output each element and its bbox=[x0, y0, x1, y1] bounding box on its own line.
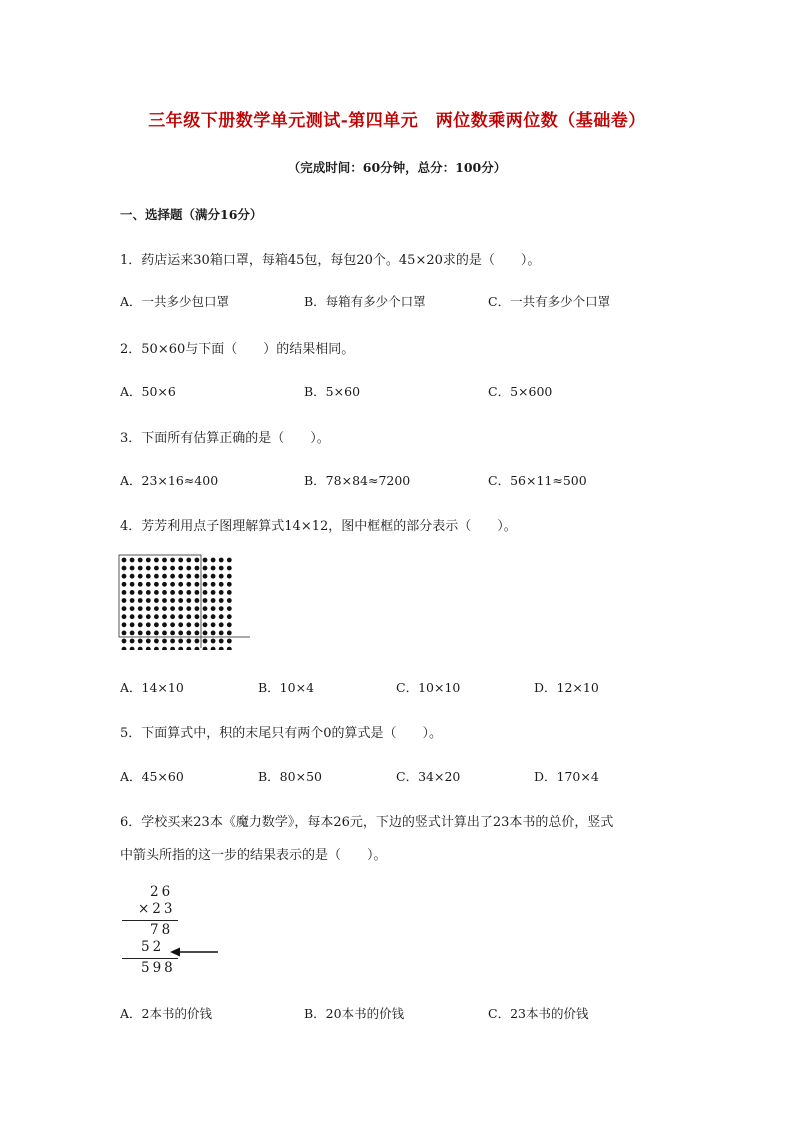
question-2-option-b[interactable]: B．5×60 bbox=[304, 384, 361, 399]
dot bbox=[227, 614, 232, 619]
dot bbox=[170, 639, 175, 644]
dot bbox=[203, 622, 208, 627]
dot bbox=[130, 590, 135, 595]
dot bbox=[138, 558, 143, 563]
dot bbox=[203, 647, 208, 650]
question-1-option-a[interactable]: A．一共多少包口罩 bbox=[120, 294, 230, 309]
dot bbox=[227, 590, 232, 595]
dot bbox=[162, 558, 167, 563]
dot bbox=[227, 582, 232, 587]
dot bbox=[178, 647, 183, 650]
dot bbox=[178, 606, 183, 611]
dot bbox=[186, 622, 191, 627]
dot bbox=[154, 566, 159, 571]
exam-info: （完成时间：60分钟，总分：100分） bbox=[287, 160, 507, 175]
dot bbox=[227, 606, 232, 611]
dot bbox=[186, 582, 191, 587]
vertical-multiplication bbox=[112, 884, 222, 976]
dot bbox=[186, 566, 191, 571]
dot bbox=[186, 631, 191, 636]
question-4-option-d[interactable]: D．12×10 bbox=[534, 680, 599, 695]
calc-line-1 bbox=[122, 920, 178, 921]
dot bbox=[211, 598, 216, 603]
dot bbox=[170, 606, 175, 611]
calc-line-2 bbox=[122, 958, 178, 959]
dot bbox=[211, 631, 216, 636]
dot bbox=[170, 647, 175, 650]
dot bbox=[211, 622, 216, 627]
dot bbox=[203, 606, 208, 611]
dot bbox=[138, 614, 143, 619]
dot bbox=[195, 606, 200, 611]
dot bbox=[227, 574, 232, 579]
dot bbox=[146, 558, 151, 563]
dot bbox=[154, 606, 159, 611]
dot bbox=[162, 574, 167, 579]
question-3-option-a[interactable]: A．23×16≈400 bbox=[120, 473, 219, 488]
question-5-option-b[interactable]: B．80×50 bbox=[258, 769, 322, 784]
dot bbox=[154, 622, 159, 627]
question-4-option-b[interactable]: B．10×4 bbox=[258, 680, 315, 695]
dot bbox=[203, 614, 208, 619]
dot bbox=[211, 647, 216, 650]
question-5-option-a[interactable]: A．45×60 bbox=[120, 769, 184, 784]
dot bbox=[195, 647, 200, 650]
dot bbox=[195, 639, 200, 644]
final-product: 598 bbox=[141, 960, 176, 976]
dot bbox=[130, 606, 135, 611]
dot bbox=[186, 614, 191, 619]
question-3-stem: 3．下面所有估算正确的是（ ）。 bbox=[120, 431, 330, 446]
dot bbox=[178, 590, 183, 595]
dot bbox=[122, 614, 127, 619]
question-6-stem-line-2: 中箭头所指的这一步的结果表示的是（ ）。 bbox=[120, 848, 387, 863]
dot bbox=[203, 558, 208, 563]
dot bbox=[122, 582, 127, 587]
dot bbox=[219, 614, 224, 619]
dot bbox=[227, 598, 232, 603]
dot bbox=[146, 639, 151, 644]
dot bbox=[186, 606, 191, 611]
dot bbox=[162, 606, 167, 611]
dot bbox=[146, 582, 151, 587]
dot bbox=[146, 566, 151, 571]
dot bbox=[227, 631, 232, 636]
dot bbox=[170, 574, 175, 579]
dot bbox=[154, 614, 159, 619]
dot bbox=[122, 647, 127, 650]
page-title: 三年级下册数学单元测试-第四单元 两位数乘两位数（基础卷） bbox=[148, 111, 646, 131]
dot bbox=[146, 590, 151, 595]
question-2-stem: 2．50×60与下面（ ）的结果相同。 bbox=[120, 342, 355, 357]
dot bbox=[138, 639, 143, 644]
dot bbox=[227, 558, 232, 563]
dot bbox=[195, 598, 200, 603]
dot bbox=[186, 647, 191, 650]
dot bbox=[195, 590, 200, 595]
dot bbox=[178, 582, 183, 587]
dot bbox=[170, 590, 175, 595]
dot-grid-figure bbox=[116, 552, 252, 650]
dot bbox=[130, 566, 135, 571]
dot bbox=[195, 558, 200, 563]
dot bbox=[138, 590, 143, 595]
question-6-option-c[interactable]: C．23本书的价钱 bbox=[488, 1006, 589, 1021]
dot bbox=[122, 631, 127, 636]
question-1-option-c[interactable]: C．一共有多少个口罩 bbox=[488, 294, 611, 309]
dot bbox=[227, 566, 232, 571]
question-3-option-c[interactable]: C．56×11≈500 bbox=[488, 473, 587, 488]
dot bbox=[146, 598, 151, 603]
dot bbox=[122, 574, 127, 579]
dot bbox=[219, 606, 224, 611]
dot bbox=[203, 639, 208, 644]
dot bbox=[219, 647, 224, 650]
dot bbox=[122, 590, 127, 595]
dot bbox=[154, 574, 159, 579]
dot bbox=[219, 590, 224, 595]
dot bbox=[195, 614, 200, 619]
question-4-option-c[interactable]: C．10×10 bbox=[396, 680, 461, 695]
question-2-option-a[interactable]: A．50×6 bbox=[120, 384, 176, 399]
dot bbox=[146, 622, 151, 627]
question-4-stem: 4．芳芳利用点子图理解算式14×12，图中框框的部分表示（ ）。 bbox=[120, 519, 517, 534]
question-2-option-c[interactable]: C．5×600 bbox=[488, 384, 553, 399]
dot bbox=[203, 598, 208, 603]
dot bbox=[203, 566, 208, 571]
dot bbox=[170, 566, 175, 571]
dot bbox=[146, 606, 151, 611]
question-1-stem: 1．药店运来30箱口罩，每箱45包，每包20个。45×20求的是（ ）。 bbox=[120, 253, 541, 268]
dot bbox=[154, 631, 159, 636]
dot bbox=[146, 631, 151, 636]
dot bbox=[154, 582, 159, 587]
question-1-option-b[interactable]: B．每箱有多少个口罩 bbox=[304, 294, 426, 309]
dot bbox=[195, 582, 200, 587]
question-6-stem-line-1: 6．学校买来23本《魔力数学》，每本26元，下边的竖式计算出了23本书的总价，竖式 bbox=[120, 815, 614, 830]
dot bbox=[219, 622, 224, 627]
dot bbox=[219, 631, 224, 636]
question-6-option-b[interactable]: B．20本书的价钱 bbox=[304, 1006, 405, 1021]
dot bbox=[138, 631, 143, 636]
dot bbox=[178, 622, 183, 627]
dot bbox=[146, 574, 151, 579]
section-heading: 一、选择题（满分16分） bbox=[120, 207, 263, 222]
dot bbox=[122, 558, 127, 563]
dot bbox=[186, 558, 191, 563]
dot bbox=[122, 622, 127, 627]
dot bbox=[170, 631, 175, 636]
dot bbox=[146, 647, 151, 650]
dot bbox=[130, 574, 135, 579]
dot bbox=[122, 566, 127, 571]
dot bbox=[195, 574, 200, 579]
dot bbox=[138, 598, 143, 603]
dot bbox=[170, 622, 175, 627]
dot bbox=[154, 598, 159, 603]
dot bbox=[138, 622, 143, 627]
dot bbox=[154, 639, 159, 644]
dot bbox=[178, 639, 183, 644]
dot bbox=[211, 574, 216, 579]
dot bbox=[122, 598, 127, 603]
dot bbox=[178, 614, 183, 619]
dot bbox=[178, 574, 183, 579]
dot bbox=[203, 631, 208, 636]
dot bbox=[203, 590, 208, 595]
dot bbox=[170, 598, 175, 603]
dot bbox=[219, 558, 224, 563]
dot bbox=[211, 639, 216, 644]
dot bbox=[219, 574, 224, 579]
partial-product-2: 52 bbox=[141, 939, 165, 955]
multiplier: ×23 bbox=[138, 901, 176, 917]
dot bbox=[227, 647, 232, 650]
dot bbox=[178, 558, 183, 563]
dot bbox=[130, 558, 135, 563]
dot bbox=[130, 614, 135, 619]
dot bbox=[178, 598, 183, 603]
dot bbox=[203, 582, 208, 587]
dot bbox=[211, 614, 216, 619]
dot bbox=[162, 566, 167, 571]
dot bbox=[138, 606, 143, 611]
dot bbox=[211, 558, 216, 563]
dot bbox=[146, 614, 151, 619]
dot bbox=[154, 647, 159, 650]
dot bbox=[186, 590, 191, 595]
dot bbox=[130, 647, 135, 650]
dot bbox=[162, 614, 167, 619]
dot bbox=[186, 574, 191, 579]
question-5-option-c[interactable]: C．34×20 bbox=[396, 769, 461, 784]
dot bbox=[162, 622, 167, 627]
dot bbox=[211, 590, 216, 595]
dot bbox=[219, 566, 224, 571]
dot bbox=[162, 590, 167, 595]
dot bbox=[138, 574, 143, 579]
dot bbox=[130, 639, 135, 644]
dot bbox=[186, 598, 191, 603]
dot bbox=[211, 606, 216, 611]
dot bbox=[130, 622, 135, 627]
dot bbox=[178, 631, 183, 636]
dot bbox=[130, 582, 135, 587]
dot bbox=[130, 598, 135, 603]
dot bbox=[203, 574, 208, 579]
left-arrow-icon bbox=[170, 946, 220, 958]
question-5-stem: 5．下面算式中，积的末尾只有两个0的算式是（ ）。 bbox=[120, 726, 443, 741]
dot bbox=[154, 558, 159, 563]
question-4-option-a[interactable]: A．14×10 bbox=[120, 680, 184, 695]
dot bbox=[219, 639, 224, 644]
question-5-option-d[interactable]: D．170×4 bbox=[534, 769, 599, 784]
dot bbox=[219, 598, 224, 603]
dot bbox=[138, 566, 143, 571]
dot bbox=[195, 566, 200, 571]
dot bbox=[211, 582, 216, 587]
partial-product-1: 78 bbox=[150, 922, 174, 938]
dot bbox=[219, 582, 224, 587]
dot bbox=[162, 631, 167, 636]
dot bbox=[122, 606, 127, 611]
dot bbox=[138, 647, 143, 650]
multiplicand: 26 bbox=[150, 884, 174, 900]
dot bbox=[186, 639, 191, 644]
dot bbox=[211, 566, 216, 571]
dot bbox=[170, 614, 175, 619]
dot bbox=[162, 639, 167, 644]
dot bbox=[227, 639, 232, 644]
dot bbox=[227, 622, 232, 627]
dot bbox=[195, 622, 200, 627]
dot bbox=[122, 639, 127, 644]
question-6-option-a[interactable]: A．2本书的价钱 bbox=[120, 1006, 212, 1021]
dot bbox=[154, 590, 159, 595]
dot bbox=[178, 566, 183, 571]
dot bbox=[138, 582, 143, 587]
dot bbox=[170, 558, 175, 563]
question-3-option-b[interactable]: B．78×84≈7200 bbox=[304, 473, 411, 488]
dot bbox=[195, 631, 200, 636]
dot bbox=[130, 631, 135, 636]
dot bbox=[162, 582, 167, 587]
dot bbox=[162, 598, 167, 603]
dot bbox=[162, 647, 167, 650]
dot bbox=[170, 582, 175, 587]
